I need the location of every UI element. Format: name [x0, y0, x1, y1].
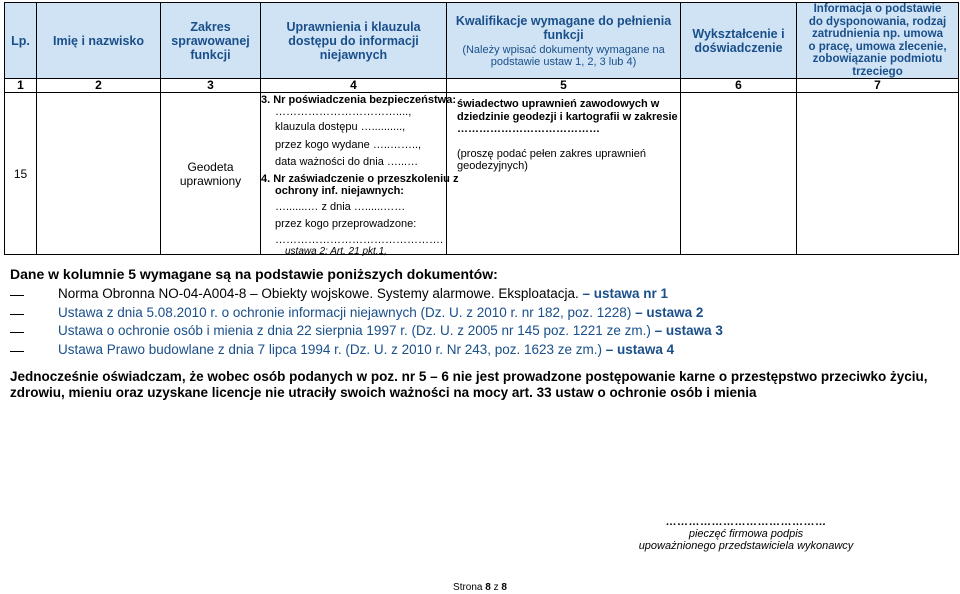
- page-total: 8: [501, 582, 507, 593]
- header-employment-l3: [797, 28, 958, 41]
- header-scope: Zakres sprawowanej funkcji: [161, 3, 261, 79]
- personnel-table: [4, 2, 959, 255]
- header-education: Wykształcenie i doświadczenie: [681, 3, 797, 79]
- header-employment-l5: zobowiązanie podmiotu: [812, 53, 943, 65]
- row-function: Geodeta uprawniony: [161, 93, 261, 255]
- document-law: – ustawa nr 1: [582, 286, 669, 301]
- footer-prefix: Strona: [453, 582, 486, 593]
- header-qualifications-title: Kwalifikacje wymagane do pełnienia funkcji: [455, 13, 672, 42]
- row-education: [681, 93, 797, 255]
- header-lp: Lp.: [5, 3, 37, 79]
- permissions-line: ……………………………....,: [275, 106, 412, 118]
- header-qualifications: [447, 3, 681, 79]
- header-employment: [797, 3, 959, 79]
- permissions-line: 3. Nr poświadczenia bezpieczeństwa:: [261, 94, 457, 106]
- column-numbers-row: [5, 79, 959, 93]
- row-permissions: [261, 93, 459, 257]
- permissions-line: data ważności do dnia …...…: [275, 156, 419, 168]
- qualifications-line: dziedzinie geodezji i kartografii w zakresie: [457, 111, 678, 123]
- qualifications-line: świadectwo uprawnień zawodowych w: [457, 98, 660, 110]
- row-qualifications: [447, 93, 681, 255]
- signature-label-1: pieczęć firmowa podpis: [688, 528, 804, 540]
- declaration: Jednocześnie oświadczam, że wobec osób podanych w poz. nr 5 – 6 nie jest prowadzone postępowanie karne o przestępstwo przeciwko życiu, zdrowiu, mieniu oraz uzyskane licencje nie utraciły swoich ważności na mocy art. 33 ustaw o ochronie osób i mienia: [10, 369, 928, 400]
- row-employment: [797, 93, 959, 255]
- header-employment-l6: trzeciego: [852, 65, 903, 78]
- document-text: Ustawa z dnia 5.08.2010 r. o ochronie informacji niejawnych (Dz. U. z 2010 r. nr 182, poz. 1228): [58, 304, 632, 320]
- header-permissions: Uprawnienia i klauzula dostępu do informacji niejawnych: [261, 3, 447, 79]
- document-text: Norma Obronna NO-04-A004-8 – Obiekty wojskowe. Systemy alarmowe. Eksploatacja.: [58, 286, 579, 301]
- signature-line: ……………………………………: [665, 516, 827, 528]
- permissions-line: ochrony inf. niejawnych:: [275, 185, 404, 197]
- column-number: 5: [447, 79, 681, 93]
- list-item: [10, 286, 723, 305]
- signature-block: [606, 516, 886, 552]
- header-employment-l2: do dysponowania, rodzaj: [808, 15, 947, 28]
- header-employment-l3-b: umowa: [903, 28, 943, 40]
- page-number: 8: [485, 582, 491, 593]
- document-law: – ustawa 3: [654, 323, 723, 338]
- qualifications-line: …………………………………: [457, 123, 600, 135]
- document-law: – ustawa 2: [635, 304, 704, 320]
- row-name: [37, 93, 161, 255]
- column-number: 6: [681, 79, 797, 93]
- header-employment-l4: o pracę, umowa zlecenie,: [808, 40, 947, 53]
- documents-list: [10, 286, 723, 360]
- document-law: – ustawa 4: [605, 341, 675, 357]
- page-footer: [0, 582, 960, 593]
- list-item: [10, 323, 723, 342]
- permissions-line: przez kogo wydane …..……..,: [275, 139, 422, 151]
- documents-title: Dane w kolumnie 5 wymagane są na podstawie poniższych dokumentów:: [10, 266, 498, 282]
- header-employment-l3-a: zatrudnienia np.: [812, 28, 901, 40]
- table-row: [5, 93, 959, 255]
- list-item: [10, 305, 723, 324]
- column-number: 3: [161, 79, 261, 93]
- document-text: Ustawa o ochronie osób i mienia z dnia 22 sierpnia 1997 r. (Dz. U. z 2005 nr 145 poz. 1221 ze zm.): [58, 323, 651, 338]
- header-employment-l1: Informacja o podstawie: [813, 3, 942, 15]
- column-number: 4: [261, 79, 447, 93]
- permissions-line: klauzula dostępu …..........,: [275, 121, 406, 133]
- row-lp: 15: [5, 93, 37, 255]
- qualifications-line: geodezyjnych): [457, 160, 528, 172]
- list-item: [10, 342, 723, 361]
- permissions-line: ….......… z dnia …......……: [275, 201, 406, 213]
- permissions-line: 4. Nr zaświadczenie o przeszkoleniu z: [261, 173, 459, 185]
- signature-label-2: upoważnionego przedstawiciela wykonawcy: [638, 540, 854, 552]
- column-number: 2: [37, 79, 161, 93]
- column-number: 7: [797, 79, 959, 93]
- footer-sep: z: [490, 582, 502, 593]
- header-name: Imię i nazwisko: [37, 3, 161, 79]
- permissions-line: przez kogo przeprowadzone:: [275, 218, 417, 230]
- document-text: Ustawa Prawo budowlane z dnia 7 lipca 1994 r. (Dz. U. z 2010 r. Nr 243, poz. 1623 ze zm.): [58, 341, 603, 357]
- permissions-line: ……………………………………….: [275, 234, 444, 246]
- header-row: [5, 3, 959, 79]
- header-qualifications-note: (Należy wpisać dokumenty wymagane na podstawie ustaw 1, 2, 3 lub 4): [462, 43, 665, 68]
- permissions-line: ustawa 2: Art. 21 pkt.1,: [285, 246, 387, 257]
- qualifications-line: (proszę podać pełen zakres uprawnień: [457, 148, 646, 160]
- column-number: 1: [5, 79, 37, 93]
